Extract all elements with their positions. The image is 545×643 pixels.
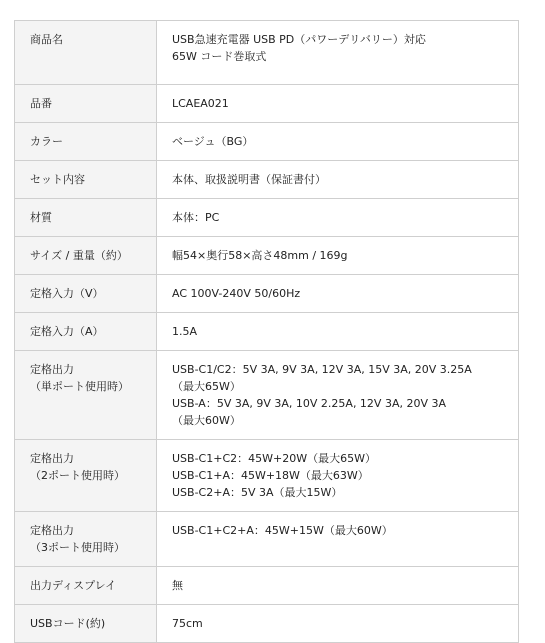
spec-value-cell bbox=[157, 161, 519, 199]
spec-label-line: USBコード(約) bbox=[30, 617, 106, 630]
spec-value-line: 無 bbox=[172, 579, 183, 592]
spec-label-line: （2ポート使用時） bbox=[30, 469, 125, 482]
spec-label-cell bbox=[15, 440, 157, 512]
spec-value bbox=[157, 85, 518, 122]
spec-value-line: （最大60W） bbox=[172, 414, 241, 427]
spec-label bbox=[15, 21, 156, 58]
spec-row bbox=[15, 123, 519, 161]
spec-value-cell bbox=[157, 237, 519, 275]
spec-label-line: セット内容 bbox=[30, 173, 85, 186]
spec-row bbox=[15, 275, 519, 313]
spec-label-cell bbox=[15, 21, 157, 85]
spec-value-cell bbox=[157, 85, 519, 123]
spec-value bbox=[157, 199, 518, 236]
spec-label-cell bbox=[15, 605, 157, 643]
spec-label-line: 材質 bbox=[30, 211, 52, 224]
spec-label bbox=[15, 605, 156, 642]
spec-value-cell bbox=[157, 21, 519, 85]
spec-sheet bbox=[14, 20, 519, 643]
spec-label bbox=[15, 512, 156, 566]
spec-value bbox=[157, 21, 518, 75]
spec-label-line: 定格出力 bbox=[30, 363, 74, 376]
spec-value-line: 本体：PC bbox=[172, 211, 220, 224]
spec-label-line: 商品名 bbox=[30, 33, 63, 46]
spec-table-body bbox=[15, 21, 519, 643]
spec-value bbox=[157, 237, 518, 274]
spec-value-line: 65W コード巻取式 bbox=[172, 50, 267, 63]
spec-label-cell bbox=[15, 512, 157, 567]
spec-row bbox=[15, 605, 519, 643]
spec-row bbox=[15, 85, 519, 123]
spec-label-line: 出力ディスプレイ bbox=[30, 579, 117, 592]
spec-row bbox=[15, 161, 519, 199]
spec-value bbox=[157, 275, 518, 312]
spec-label-line: 定格入力（V） bbox=[30, 287, 104, 300]
spec-value-line: （最大65W） bbox=[172, 380, 241, 393]
spec-row bbox=[15, 237, 519, 275]
spec-value bbox=[157, 512, 518, 549]
spec-value-line: USB-C1+C2：45W+20W（最大65W） bbox=[172, 452, 376, 465]
spec-value-cell bbox=[157, 512, 519, 567]
spec-value-line: USB-A：5V 3A, 9V 3A, 10V 2.25A, 12V 3A, 20V 3A bbox=[172, 397, 447, 410]
spec-value-line: USB-C1/C2：5V 3A, 9V 3A, 12V 3A, 15V 3A, 20V 3.25A bbox=[172, 363, 472, 376]
spec-label bbox=[15, 199, 156, 236]
spec-row bbox=[15, 199, 519, 237]
spec-label-cell bbox=[15, 161, 157, 199]
spec-row bbox=[15, 21, 519, 85]
spec-row bbox=[15, 567, 519, 605]
spec-label bbox=[15, 123, 156, 160]
spec-value-line: USB急速充電器 USB PD（パワーデリバリー）対応 bbox=[172, 33, 426, 46]
spec-value-line: 1.5A bbox=[172, 325, 198, 338]
spec-value bbox=[157, 567, 518, 604]
spec-label-line: カラー bbox=[30, 135, 63, 148]
spec-label-line: サイズ / 重量（約） bbox=[30, 249, 128, 262]
spec-label bbox=[15, 85, 156, 122]
spec-label bbox=[15, 313, 156, 350]
spec-label-line: 定格出力 bbox=[30, 524, 74, 537]
spec-value bbox=[157, 605, 518, 642]
spec-value-line: 75cm bbox=[172, 617, 203, 630]
spec-value-line: AC 100V-240V 50/60Hz bbox=[172, 287, 301, 300]
spec-value bbox=[157, 123, 518, 160]
spec-value-cell bbox=[157, 275, 519, 313]
spec-value bbox=[157, 313, 518, 350]
spec-value-cell bbox=[157, 605, 519, 643]
spec-label-cell bbox=[15, 123, 157, 161]
spec-label-cell bbox=[15, 237, 157, 275]
spec-value bbox=[157, 351, 518, 439]
spec-row bbox=[15, 512, 519, 567]
spec-row bbox=[15, 313, 519, 351]
spec-value-cell bbox=[157, 199, 519, 237]
spec-value-line: 本体、取扱説明書（保証書付） bbox=[172, 173, 326, 186]
spec-value-line: USB-C1+A：45W+18W（最大63W） bbox=[172, 469, 369, 482]
spec-value-cell bbox=[157, 123, 519, 161]
spec-value bbox=[157, 440, 518, 511]
spec-label bbox=[15, 567, 156, 604]
spec-label-line: 定格出力 bbox=[30, 452, 74, 465]
spec-label-cell bbox=[15, 567, 157, 605]
spec-table bbox=[14, 20, 519, 643]
spec-label bbox=[15, 237, 156, 274]
spec-label-cell bbox=[15, 313, 157, 351]
spec-label-cell bbox=[15, 85, 157, 123]
spec-label bbox=[15, 351, 156, 405]
spec-value-cell bbox=[157, 351, 519, 440]
spec-value-line: USB-C1+C2+A：45W+15W（最大60W） bbox=[172, 524, 393, 537]
spec-label-line: 品番 bbox=[30, 97, 52, 110]
spec-label bbox=[15, 161, 156, 198]
spec-label-cell bbox=[15, 199, 157, 237]
spec-value-cell bbox=[157, 440, 519, 512]
spec-label-cell bbox=[15, 351, 157, 440]
spec-value bbox=[157, 161, 518, 198]
spec-label bbox=[15, 275, 156, 312]
spec-label-line: （単ポート使用時） bbox=[30, 380, 129, 393]
spec-label-cell bbox=[15, 275, 157, 313]
spec-value-line: LCAEA021 bbox=[172, 97, 229, 110]
spec-row bbox=[15, 351, 519, 440]
spec-value-line: 幅54×奥行58×高さ48mm / 169g bbox=[172, 249, 348, 262]
spec-value-cell bbox=[157, 313, 519, 351]
spec-label bbox=[15, 440, 156, 494]
spec-value-cell bbox=[157, 567, 519, 605]
spec-row bbox=[15, 440, 519, 512]
spec-label-line: 定格入力（A） bbox=[30, 325, 104, 338]
spec-label-line: （3ポート使用時） bbox=[30, 541, 125, 554]
spec-value-line: ベージュ（BG） bbox=[172, 135, 254, 148]
spec-value-line: USB-C2+A：5V 3A（最大15W） bbox=[172, 486, 343, 499]
